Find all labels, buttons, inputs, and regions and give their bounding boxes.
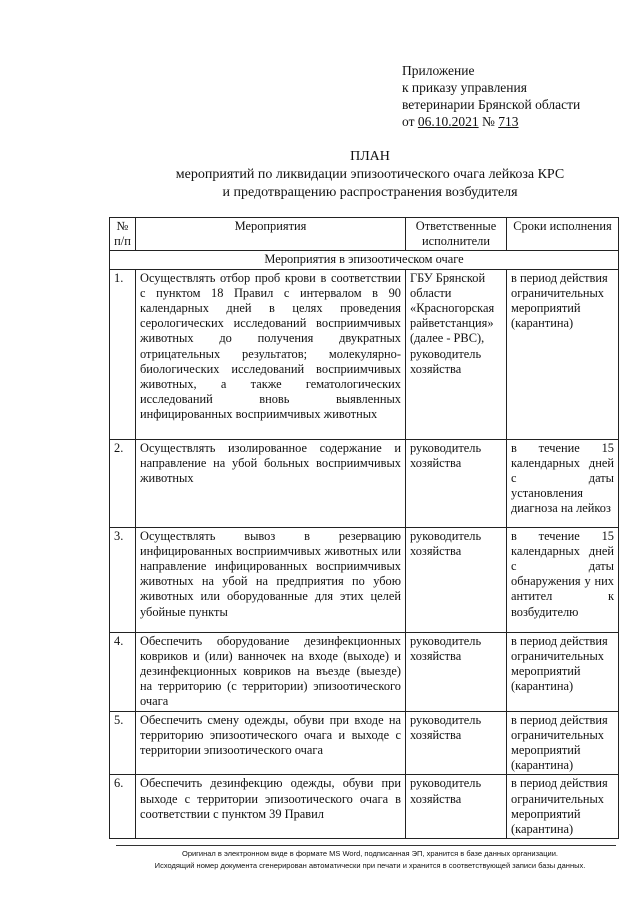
row-measure: Обеспечить оборудование дезинфекционных ковриков и (или) ванночек на входе (выходе) и дезинфекционных ковриков на въезде (выезде) на территорию (с территории) эпизоотического очага — [136, 632, 406, 711]
row-term: в период действия ограничительных мероприятий (карантина) — [507, 269, 619, 439]
document-subtitle-line2: и предотвращению распространения возбудителя — [222, 185, 518, 200]
table-row — [110, 439, 619, 527]
approval-header — [402, 62, 622, 130]
row-term: в период действия ограничительных мероприятий (карантина) — [507, 632, 619, 711]
table-row — [110, 269, 619, 439]
footer-line-outgoing-number: Исходящий номер документа сгенерирован автоматически при печати и хранится в соответствующей записи базы данных. — [154, 861, 586, 870]
row-measure: Обеспечить смену одежды, обуви при входе на территорию эпизоотического очага и выходе с территории эпизоотического очага — [136, 711, 406, 775]
row-number: 1. — [110, 269, 136, 439]
table-row — [110, 775, 619, 839]
header-line-order: к приказу управления — [402, 80, 527, 95]
document-subtitle-line1: мероприятий по ликвидации эпизоотического очага лейкоза КРС — [175, 167, 565, 182]
row-number: 4. — [110, 632, 136, 711]
row-measure: Осуществлять вывоз в резервацию инфицированных восприимчивых животных или направление инфицированных восприимчивых животных на убой на предприятия по убою животных или оборудованные для этих целей убойные пункты — [136, 527, 406, 632]
footer-line-original: Оригинал в электронном виде в формате MS Word, подписанная ЭП, хранится в базе данных организации. — [181, 849, 558, 858]
table-row — [110, 711, 619, 775]
row-responsible: руководитель хозяйства — [406, 775, 507, 839]
row-term: в период действия ограничительных мероприятий (карантина) — [507, 711, 619, 775]
column-header-number: № п/п — [110, 218, 136, 251]
plan-table — [109, 217, 619, 839]
row-term: в течение 15 календарных дней с даты установления диагноза на лейкоз — [507, 439, 619, 527]
row-measure: Осуществлять изолированное содержание и направление на убой больных восприимчивых животных — [136, 439, 406, 527]
header-line-date — [402, 113, 622, 130]
table-row — [110, 527, 619, 632]
header-line-department: ветеринарии Брянской области — [402, 97, 581, 112]
footer-divider — [116, 845, 616, 846]
row-number: 5. — [110, 711, 136, 775]
order-number: 713 — [498, 114, 519, 129]
row-number: 2. — [110, 439, 136, 527]
row-number: 6. — [110, 775, 136, 839]
column-header-measure: Мероприятия — [136, 218, 406, 251]
date-prefix: от — [402, 114, 418, 129]
row-measure: Обеспечить дезинфекцию одежды, обуви при выходе с территории эпизоотического очага в соответствии с пунктом 39 Правил — [136, 775, 406, 839]
table-header-row — [110, 218, 619, 251]
row-responsible: руководитель хозяйства — [406, 711, 507, 775]
row-number: 3. — [110, 527, 136, 632]
column-header-term: Сроки исполнения — [507, 218, 619, 251]
table-row — [110, 632, 619, 711]
row-term: в течение 15 календарных дней с даты обнаружения у них антител к возбудителю — [507, 527, 619, 632]
column-header-responsible: Ответственные исполнители — [406, 218, 507, 251]
row-measure: Осуществлять отбор проб крови в соответствии с пунктом 18 Правил с интервалом в 90 календарных дней в целях проведения серологических исследований восприимчивых животных до получения двукратных отрицательных результатов; молекулярно-биологических исследований восприимчивых животных, а также гематологических исследований вновь выявленных инфицированных восприимчивых животных — [136, 269, 406, 439]
document-title: ПЛАН — [350, 149, 390, 164]
row-responsible: руководитель хозяйства — [406, 632, 507, 711]
number-prefix: № — [478, 114, 499, 129]
row-term: в период действия ограничительных мероприятий (карантина) — [507, 775, 619, 839]
order-date: 06.10.2021 — [417, 114, 479, 129]
header-line-appendix: Приложение — [402, 63, 475, 78]
section-title: Мероприятия в эпизоотическом очаге — [110, 251, 619, 269]
row-responsible: руководитель хозяйства — [406, 439, 507, 527]
document-footer — [100, 848, 640, 872]
section-row — [110, 251, 619, 269]
row-responsible: ГБУ Брянской области «Красногорская райветстанция» (далее - РВС), руководитель хозяйства — [406, 269, 507, 439]
row-responsible: руководитель хозяйства — [406, 527, 507, 632]
